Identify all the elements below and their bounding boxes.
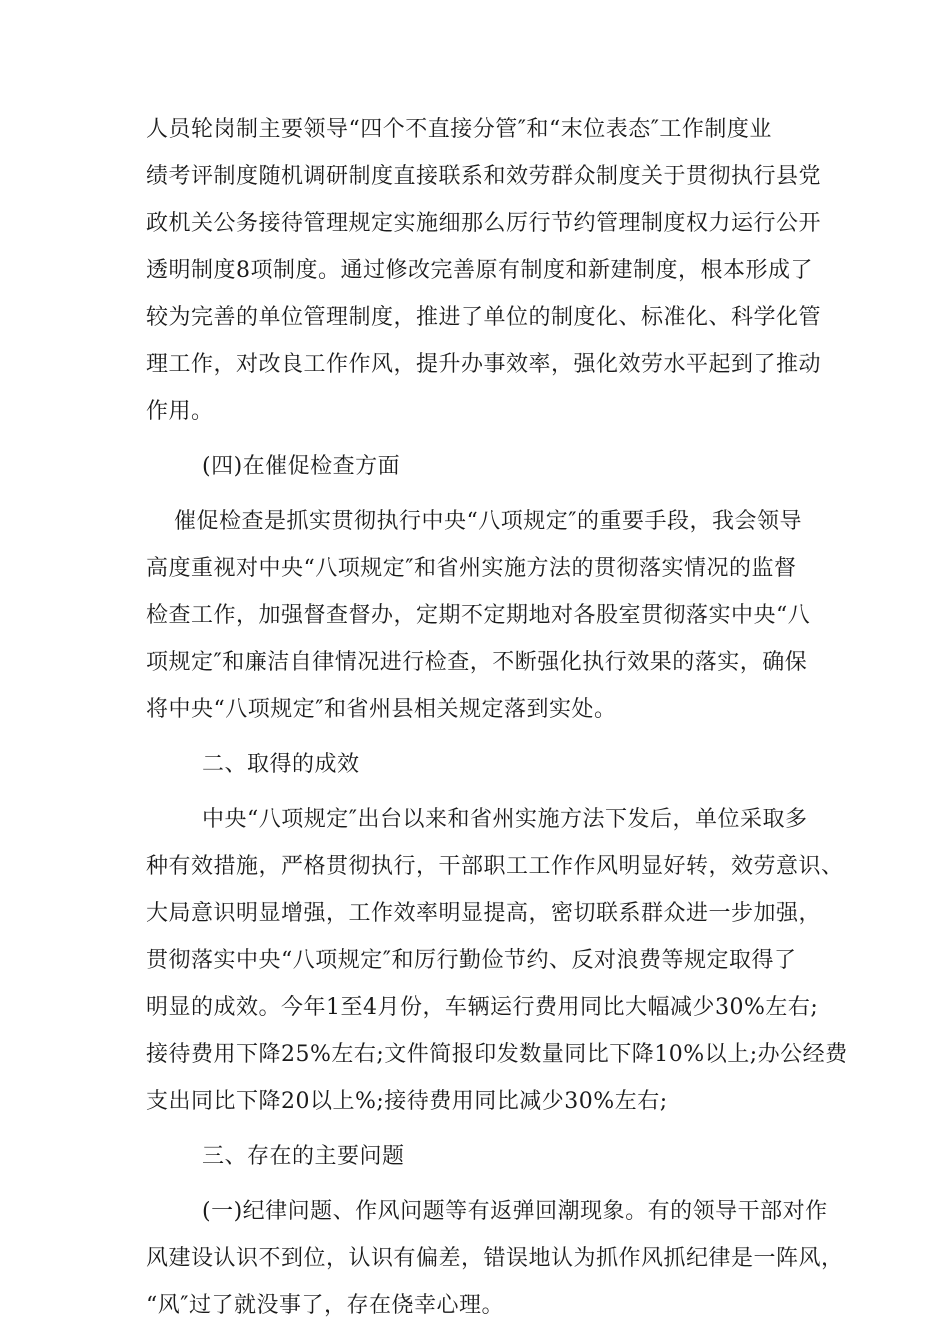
paragraph-line: 理工作，对改良工作作风，提升办事效率，强化效劳水平起到了推动: [146, 352, 822, 377]
paragraph-line: 作用。: [146, 399, 214, 424]
paragraph-line: 政机关公务接待管理规定实施细那么厉行节约管理制度权力运行公开: [146, 211, 822, 236]
paragraph-line: 明显的成效。今年1至4月份，车辆运行费用同比大幅减少30%左右;: [146, 995, 819, 1020]
paragraph-line: 检查工作，加强督查督办，定期不定期地对各股室贯彻落实中央“八: [146, 603, 811, 628]
section-heading: 三、存在的主要问题: [202, 1144, 405, 1169]
paragraph-line: 较为完善的单位管理制度，推进了单位的制度化、标准化、科学化管: [146, 305, 822, 330]
paragraph-line: 种有效措施，严格贯彻执行，干部职工工作作风明显好转，效劳意识、: [146, 854, 844, 879]
section-heading: (四)在催促检查方面: [202, 454, 401, 479]
paragraph-line: 将中央“八项规定″和省州县相关规定落到实处。: [146, 697, 617, 722]
paragraph-line: 大局意识明显增强，工作效率明显提高，密切联系群众进一步加强，: [146, 901, 822, 926]
paragraph-line: “风″过了就没事了，存在侥幸心理。: [146, 1293, 504, 1318]
paragraph-line: 催促检查是抓实贯彻执行中央“八项规定″的重要手段，我会领导: [174, 509, 802, 534]
paragraph-line: 透明制度8项制度。通过修改完善原有制度和新建制度，根本形成了: [146, 258, 813, 283]
paragraph-line: 接待费用下降25%左右;文件简报印发数量同比下降10%以上;办公经费: [146, 1042, 848, 1067]
paragraph-line: 高度重视对中央“八项规定″和省州实施方法的贯彻落实情况的监督: [146, 556, 797, 581]
paragraph-line: 绩考评制度随机调研制度直接联系和效劳群众制度关于贯彻执行县党: [146, 164, 822, 189]
paragraph-line: 人员轮岗制主要领导“四个不直接分管″和“末位表态″工作制度业: [146, 117, 772, 142]
paragraph-line: 贯彻落实中央“八项规定″和厉行勤俭节约、反对浪费等规定取得了: [146, 948, 797, 973]
paragraph-line: 中央“八项规定″出台以来和省州实施方法下发后，单位采取多: [202, 807, 808, 832]
paragraph-line: 项规定″和廉洁自律情况进行检查，不断强化执行效果的落实，确保: [146, 650, 808, 675]
paragraph-line: (一)纪律问题、作风问题等有返弹回潮现象。有的领导干部对作: [202, 1199, 828, 1224]
paragraph-line: 风建设认识不到位，认识有偏差，错误地认为抓作风抓纪律是一阵风，: [146, 1246, 844, 1271]
paragraph-line: 支出同比下降20以上%;接待费用同比减少30%左右;: [146, 1089, 668, 1114]
section-heading: 二、取得的成效: [202, 752, 360, 777]
